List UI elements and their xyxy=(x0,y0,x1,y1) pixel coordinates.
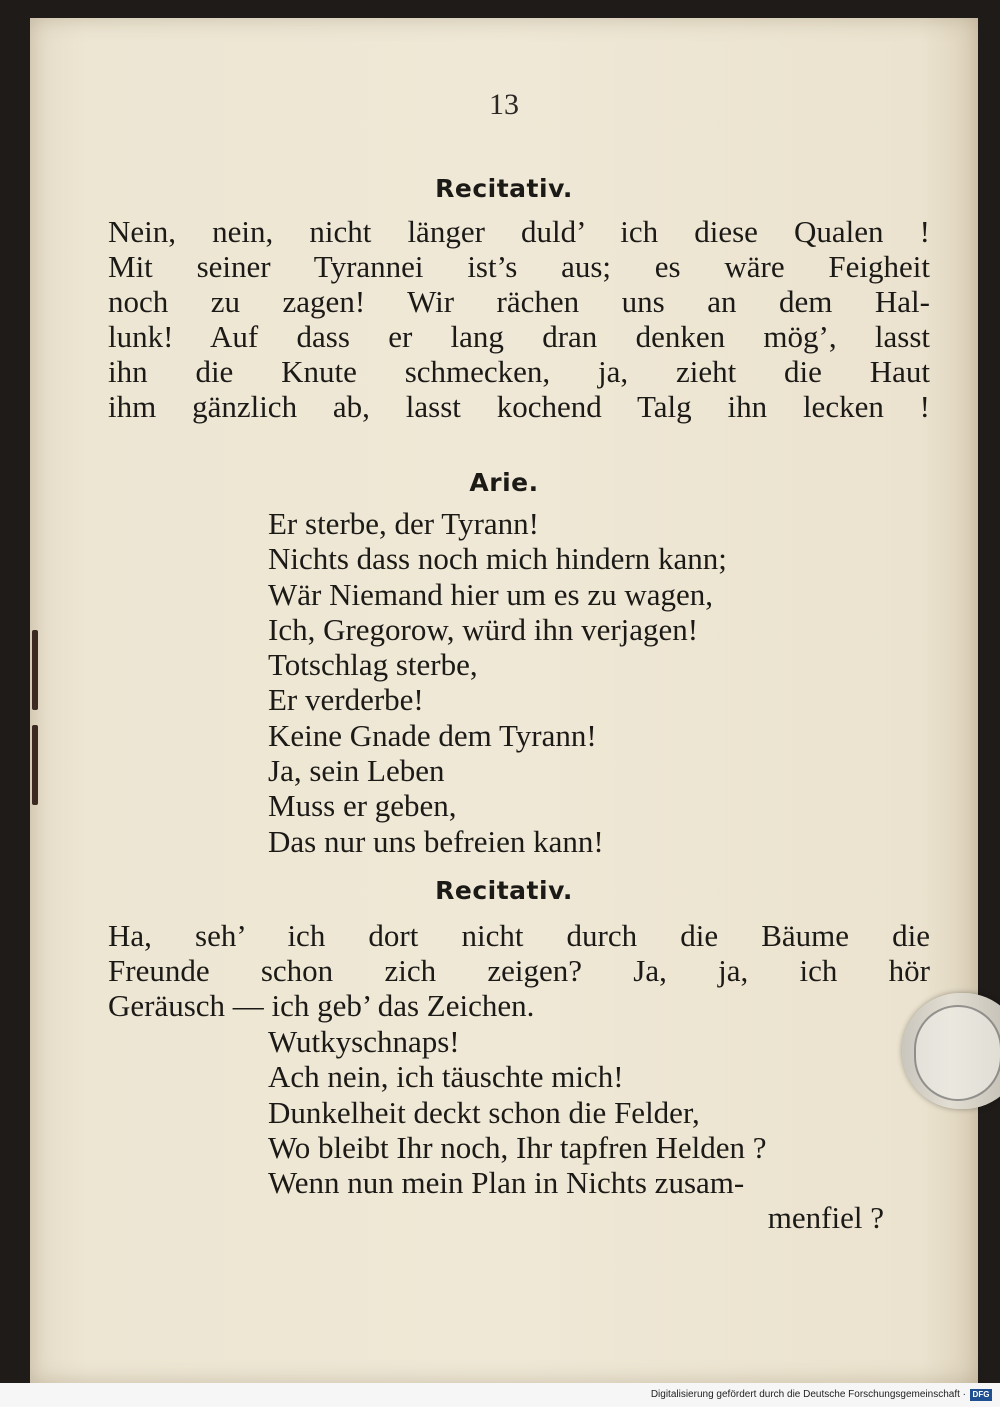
verse-line: Wutkyschnaps! xyxy=(268,1024,460,1059)
text-line: ihn die Knute schmecken, ja, zieht die Haut xyxy=(108,354,930,389)
verse-line: Dunkelheit deckt schon die Felder, xyxy=(268,1094,700,1130)
recitativ-2-verse xyxy=(268,1024,948,1236)
text-line: Freunde schon zich zeigen? Ja, ja, ich hör xyxy=(108,953,930,988)
verse-line: Nichts dass noch mich hindern kann; xyxy=(268,541,727,577)
verse-line: Wenn nun mein Plan in Nichts zusam- xyxy=(268,1165,745,1201)
section-heading-arie: Arie. xyxy=(469,468,539,497)
verse-line: Er verderbe! xyxy=(268,682,424,718)
binding-thread-mark xyxy=(32,630,38,710)
page-number: 13 xyxy=(489,88,519,121)
verse-line: menfiel ? xyxy=(767,1200,884,1236)
verse-line: Wär Niemand hier um es zu wagen, xyxy=(268,576,714,612)
text-line: ihm gänzlich ab, lasst kochend Talg ihn lecken ! xyxy=(108,389,930,424)
text-line: Geräusch — ich geb’ das Zeichen. xyxy=(108,988,535,1023)
verse-line: Wo bleibt Ihr noch, Ihr tapfren Helden ? xyxy=(268,1129,767,1165)
verse-line: Keine Gnade dem Tyrann! xyxy=(268,717,597,753)
text-line: Mit seiner Tyrannei ist’s aus; es wäre Feigheit xyxy=(108,249,930,284)
section-heading-recitativ-2: Recitativ. xyxy=(435,876,573,905)
page-clip-inner xyxy=(914,1005,1000,1101)
verse-line: Ich, Gregorow, würd ihn verjagen! xyxy=(268,611,699,647)
binding-thread-mark xyxy=(32,725,38,805)
recitativ-1-text xyxy=(108,214,930,424)
verse-line: Muss er geben, xyxy=(268,788,457,824)
verse-line: Er sterbe, der Tyrann! xyxy=(268,506,539,541)
text-line: Nein, nein, nicht länger duld’ ich diese Qualen ! xyxy=(108,214,930,249)
text-line: Ha, seh’ ich dort nicht durch die Bäume die xyxy=(108,918,930,953)
verse-line: Totschlag sterbe, xyxy=(268,647,478,683)
verse-line: Ach nein, ich täuschte mich! xyxy=(268,1059,624,1095)
text-line: lunk! Auf dass er lang dran denken mög’, lasst xyxy=(108,319,930,354)
recitativ-2-text xyxy=(108,918,930,1023)
footer-credit: Digitalisierung gefördert durch die Deutsche Forschungsgemeinschaft · xyxy=(650,1389,966,1400)
section-heading-recitativ-1: Recitativ. xyxy=(435,174,573,203)
verse-line: Das nur uns befreien kann! xyxy=(268,823,604,859)
dfg-logo: DFG xyxy=(970,1389,992,1401)
text-line: noch zu zagen! Wir rächen uns an dem Hal- xyxy=(108,284,930,319)
book-page xyxy=(30,18,978,1383)
arie-verse xyxy=(268,506,948,859)
verse-line: Ja, sein Leben xyxy=(268,753,445,789)
